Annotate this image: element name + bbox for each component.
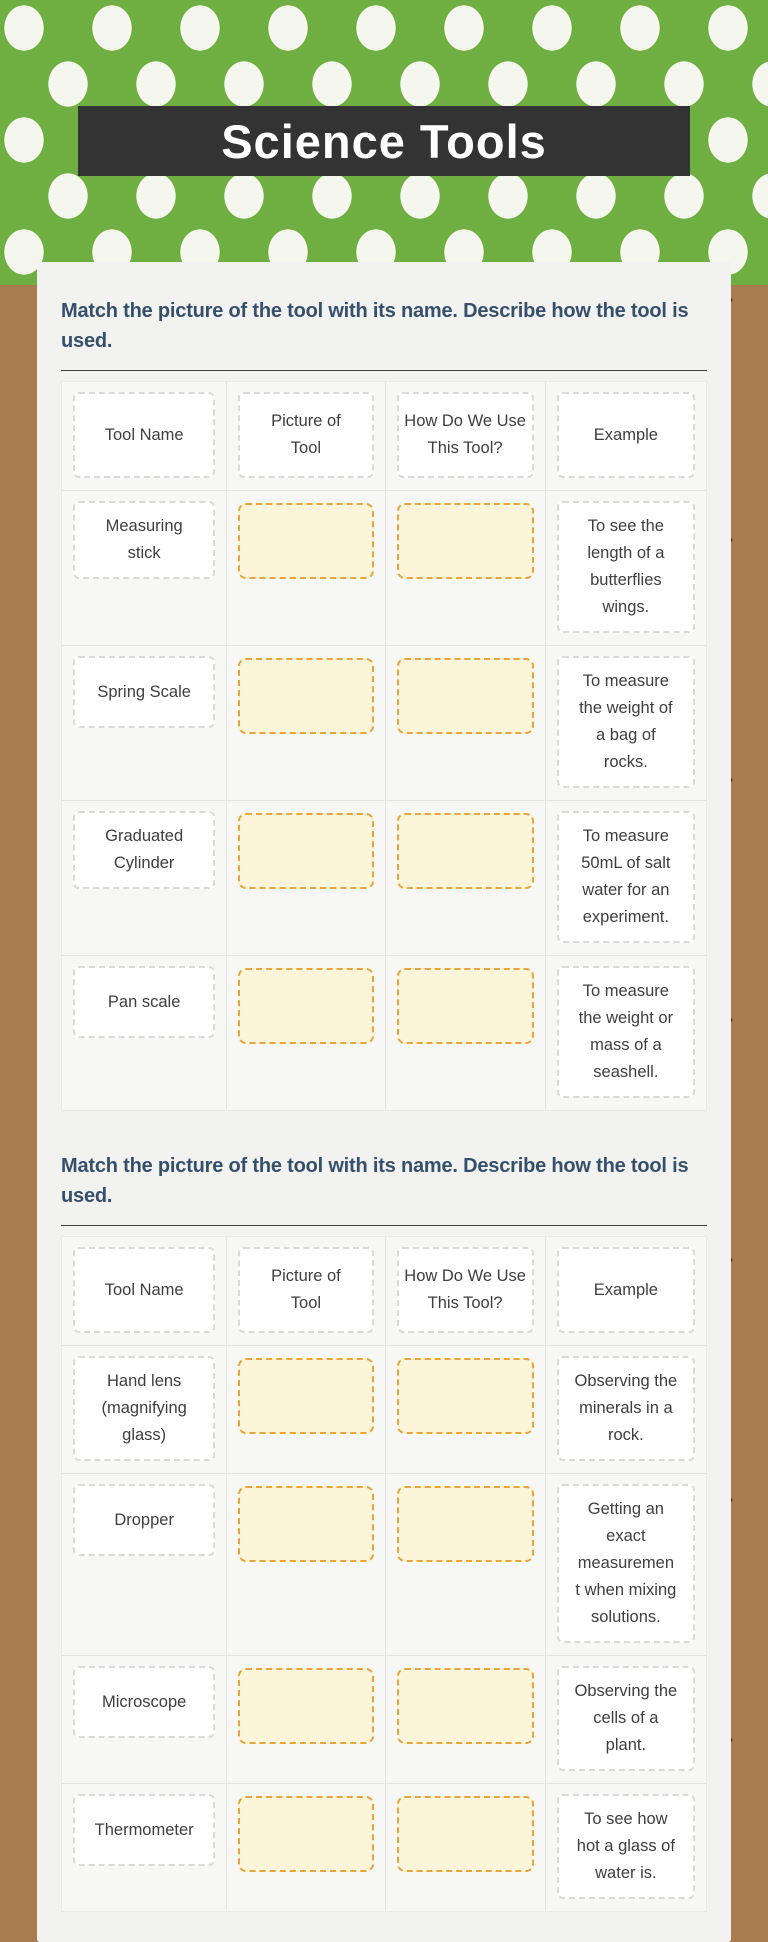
page-title: Science Tools (221, 114, 547, 168)
table-row-cell (546, 955, 706, 1110)
tool-name-box: Microscope (73, 1666, 215, 1738)
picture-drop-zone[interactable] (238, 813, 373, 889)
table-row-cell (62, 1345, 227, 1473)
section-divider (61, 1225, 707, 1226)
picture-drop-zone[interactable] (238, 968, 373, 1044)
table-row-cell (227, 800, 385, 955)
table-row-cell (546, 490, 706, 645)
table-row-cell (546, 645, 706, 800)
column-header-label: Tool Name (104, 1280, 184, 1299)
match-section-2 (61, 1151, 707, 1912)
table-row-cell (227, 1345, 385, 1473)
usage-drop-zone[interactable] (397, 1358, 534, 1434)
table-row-cell (546, 1345, 706, 1473)
table-row-cell (227, 1473, 385, 1655)
example-box: Getting an exact measuremen t when mixing solutions. (557, 1484, 695, 1643)
usage-drop-zone[interactable] (397, 1668, 534, 1744)
table-row-cell (386, 645, 546, 800)
tool-name-box: Pan scale (73, 966, 215, 1038)
picture-drop-zone[interactable] (238, 1668, 373, 1744)
table-row-cell (227, 1783, 385, 1911)
usage-drop-zone[interactable] (397, 813, 534, 889)
example-box: To see the length of a butterflies wings. (557, 501, 695, 633)
picture-drop-zone[interactable] (238, 1796, 373, 1872)
table-row-cell (546, 1655, 706, 1783)
column-header-label: Picture of Tool (271, 1267, 341, 1312)
column-header-label: Example (593, 1280, 658, 1299)
table-row-cell (546, 800, 706, 955)
example-box: To measure 50mL of salt water for an experiment. (557, 811, 695, 943)
table-row-cell (227, 490, 385, 645)
usage-drop-zone[interactable] (397, 1796, 534, 1872)
table-row-cell (386, 1655, 546, 1783)
example-box: To see how hot a glass of water is. (557, 1794, 695, 1899)
column-header-label: How Do We Use This Tool? (404, 1267, 526, 1312)
picture-drop-zone[interactable] (238, 1358, 373, 1434)
usage-drop-zone[interactable] (397, 968, 534, 1044)
column-header-example (546, 1237, 706, 1345)
polka-dot-header-band (0, 0, 768, 285)
picture-drop-zone[interactable] (238, 503, 373, 579)
worksheet-card (37, 262, 731, 1942)
column-header-tool-name (62, 382, 227, 490)
column-header-usage (386, 382, 546, 490)
table-row-cell (386, 800, 546, 955)
column-header-picture (227, 1237, 385, 1345)
table-row-cell (227, 645, 385, 800)
example-box: To measure the weight or mass of a seashell. (557, 966, 695, 1098)
table-row-cell (546, 1783, 706, 1911)
section-prompt: Match the picture of the tool with its name. Describe how the tool is used. (61, 300, 689, 352)
usage-drop-zone[interactable] (397, 1486, 534, 1562)
table-row-cell (386, 1783, 546, 1911)
column-header-label: How Do We Use This Tool? (404, 412, 526, 457)
match-table (61, 381, 707, 1111)
column-header-label: Example (593, 425, 658, 444)
section-divider (61, 370, 707, 371)
tool-name-box: Dropper (73, 1484, 215, 1556)
column-header-label: Picture of Tool (271, 412, 341, 457)
picture-drop-zone[interactable] (238, 658, 373, 734)
column-header-picture (227, 382, 385, 490)
table-row-cell (227, 955, 385, 1110)
table-row-cell (386, 1473, 546, 1655)
usage-drop-zone[interactable] (397, 658, 534, 734)
tool-name-box: Graduated Cylinder (73, 811, 215, 889)
table-row-cell (546, 1473, 706, 1655)
usage-drop-zone[interactable] (397, 503, 534, 579)
tool-name-box: Measuring stick (73, 501, 215, 579)
table-row-cell (386, 490, 546, 645)
column-header-tool-name (62, 1237, 227, 1345)
example-box: Observing the cells of a plant. (557, 1666, 695, 1771)
column-header-usage (386, 1237, 546, 1345)
table-row-cell (62, 1783, 227, 1911)
table-row-cell (227, 1655, 385, 1783)
section-prompt: Match the picture of the tool with its name. Describe how the tool is used. (61, 1155, 689, 1207)
table-row-cell (62, 955, 227, 1110)
table-row-cell (62, 645, 227, 800)
table-row-cell (62, 800, 227, 955)
match-section-1 (61, 296, 707, 1111)
picture-drop-zone[interactable] (238, 1486, 373, 1562)
column-header-example (546, 382, 706, 490)
example-box: Observing the minerals in a rock. (557, 1356, 695, 1461)
match-table (61, 1236, 707, 1912)
tool-name-box: Spring Scale (73, 656, 215, 728)
example-box: To measure the weight of a bag of rocks. (557, 656, 695, 788)
table-row-cell (386, 1345, 546, 1473)
table-row-cell (386, 955, 546, 1110)
table-row-cell (62, 490, 227, 645)
column-header-label: Tool Name (104, 425, 184, 444)
table-row-cell (62, 1473, 227, 1655)
title-banner (78, 106, 690, 176)
tool-name-box: Hand lens (magnifying glass) (73, 1356, 215, 1461)
table-row-cell (62, 1655, 227, 1783)
tool-name-box: Thermometer (73, 1794, 215, 1866)
